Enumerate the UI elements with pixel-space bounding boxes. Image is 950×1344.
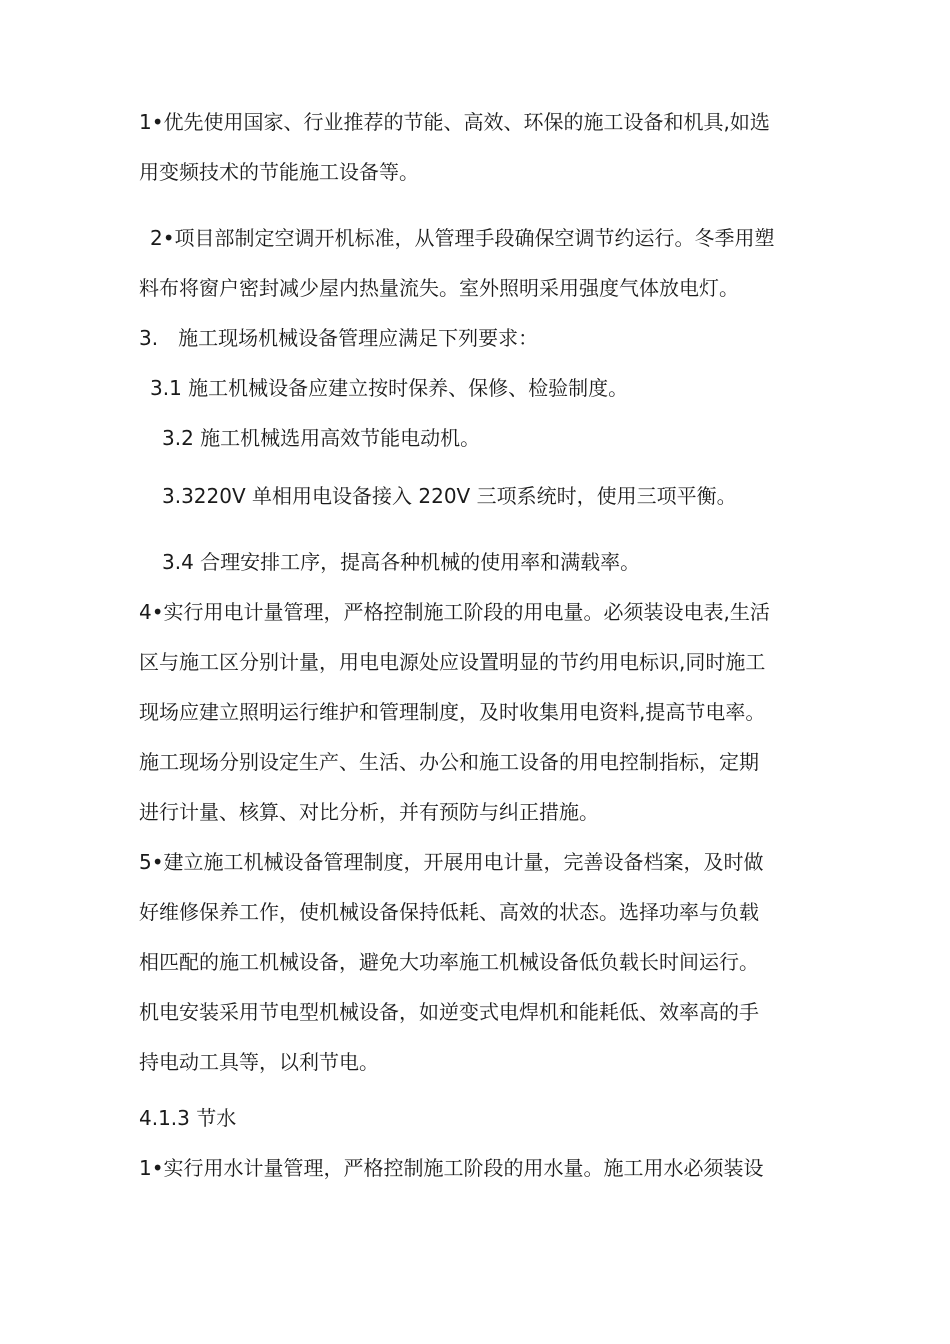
text-line: 3.4 合理安排工序，提高各种机械的使用率和满载率。 [162, 550, 641, 574]
text-line: 3.2 施工机械选用高效节能电动机。 [162, 426, 481, 450]
text-line: 持电动工具等，以利节电。 [139, 1050, 379, 1074]
text-line: 3.1 施工机械设备应建立按时保养、保修、检验制度。 [150, 376, 629, 400]
text-line: 2•项目部制定空调开机标准，从管理手段确保空调节约运行。冬季用塑 [150, 226, 775, 250]
text-line: 现场应建立照明运行维护和管理制度，及时收集用电资料,提高节电率。 [139, 700, 766, 724]
text-line: 1•优先使用国家、行业推荐的节能、高效、环保的施工设备和机具,如选 [139, 110, 770, 134]
text-line: 好维修保养工作，使机械设备保持低耗、高效的状态。选择功率与负载 [139, 900, 759, 924]
text-line: 进行计量、核算、对比分析，并有预防与纠正措施。 [139, 800, 599, 824]
text-line: 料布将窗户密封减少屋内热量流失。室外照明采用强度气体放电灯。 [139, 276, 739, 300]
text-line: 相匹配的施工机械设备，避免大功率施工机械设备低负载长时间运行。 [139, 950, 759, 974]
section-heading: 4.1.3 节水 [139, 1106, 237, 1130]
text-line: 5•建立施工机械设备管理制度，开展用电计量，完善设备档案，及时做 [139, 850, 764, 874]
text-line: 4•实行用电计量管理，严格控制施工阶段的用电量。必须装设电表,生活 [139, 600, 770, 624]
text-line: 区与施工区分别计量，用电电源处应设置明显的节约用电标识,同时施工 [139, 650, 766, 674]
text-line: 3.3220V 单相用电设备接入 220V 三项系统时，使用三项平衡。 [162, 484, 737, 508]
text-line: 3. 施工现场机械设备管理应满足下列要求： [139, 326, 539, 350]
text-line: 施工现场分别设定生产、生活、办公和施工设备的用电控制指标，定期 [139, 750, 759, 774]
text-line: 机电安装采用节电型机械设备，如逆变式电焊机和能耗低、效率高的手 [139, 1000, 759, 1024]
text-line: 用变频技术的节能施工设备等。 [139, 160, 419, 184]
text-line: 1•实行用水计量管理，严格控制施工阶段的用水量。施工用水必须装设 [139, 1156, 764, 1180]
